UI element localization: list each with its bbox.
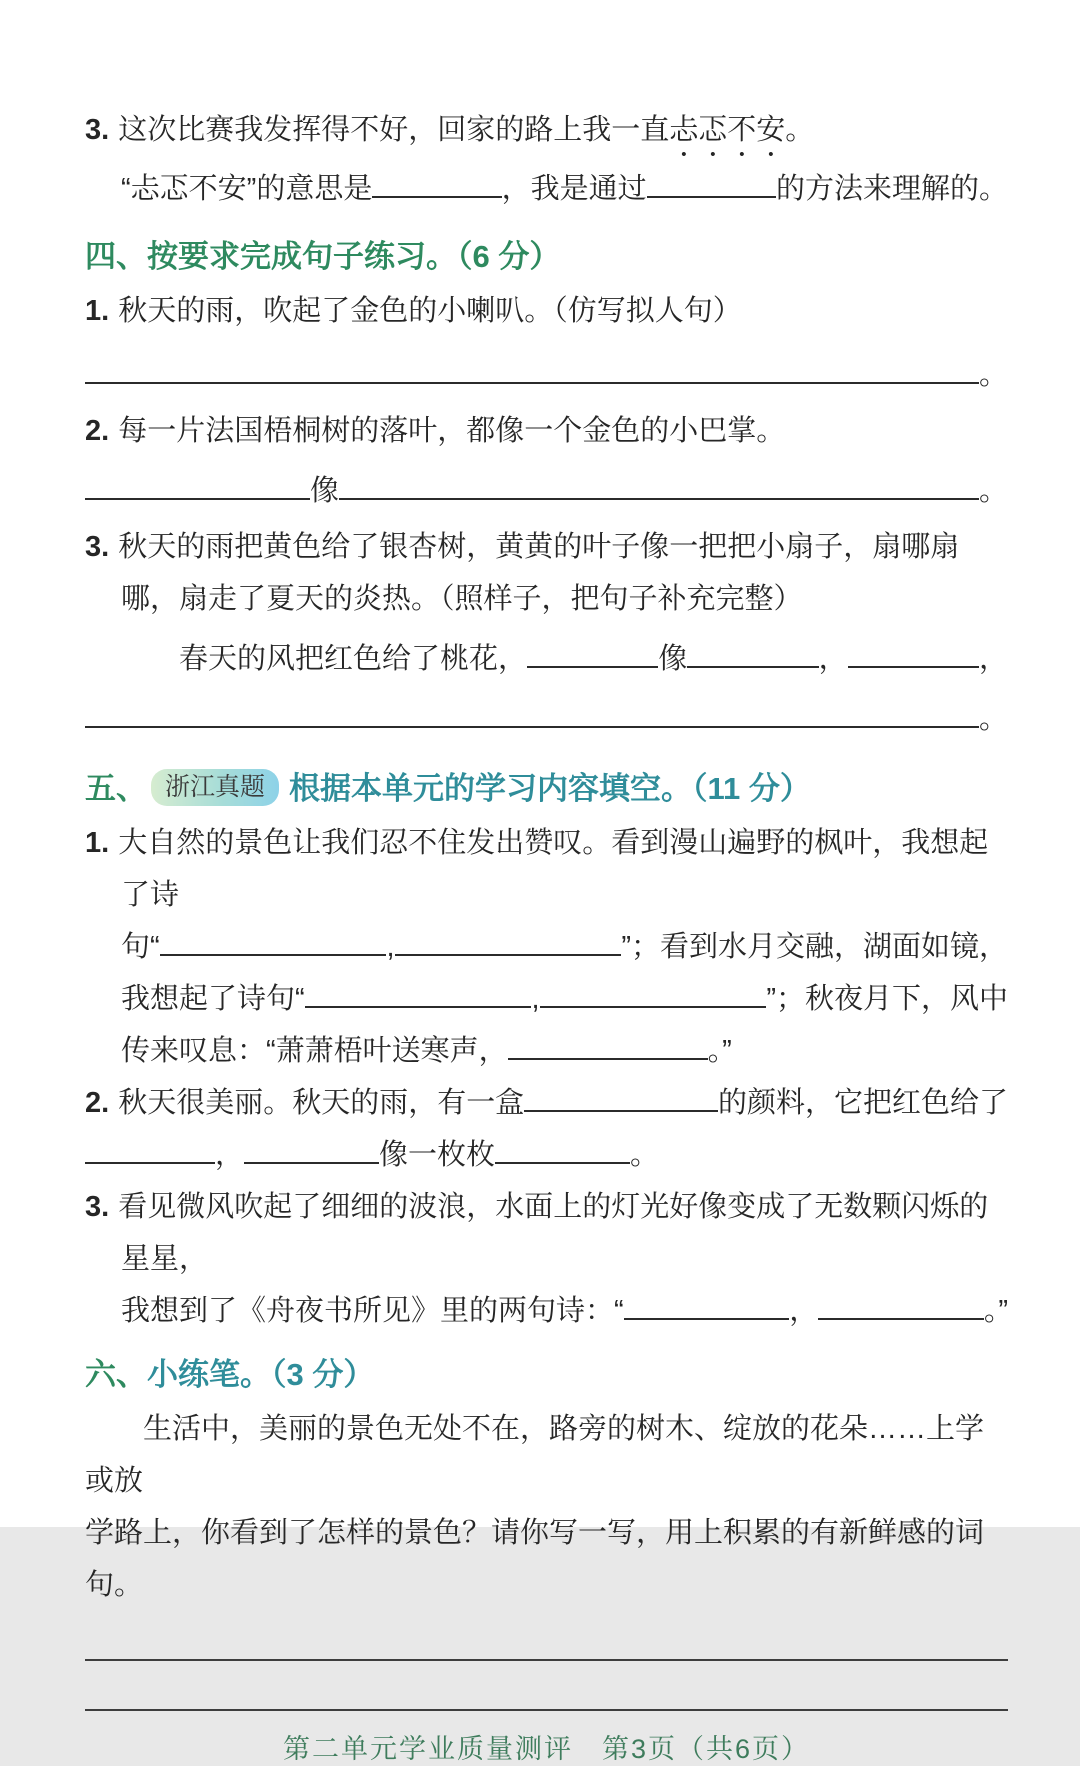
- item-number: 3.: [85, 531, 110, 563]
- fill-blank: [244, 1132, 379, 1164]
- s5-item1-line4: [121, 1025, 1008, 1077]
- fill-blank: [848, 636, 979, 668]
- fill-blank: [495, 1132, 630, 1164]
- fill-blank: [305, 976, 532, 1008]
- s4-item1: [85, 285, 1008, 337]
- section-4-heading: 四、按要求完成句子练习。（6 分）: [85, 239, 561, 274]
- fill-text: 。”: [707, 1035, 732, 1067]
- fill-text: 我想到了《舟夜书所见》里的两句诗：“: [121, 1295, 624, 1327]
- fill-text: “忐忑不安”的意思是: [121, 173, 373, 205]
- s6-paragraph-line1: 生活中，美丽的景色无处不在，路旁的树木、绽放的花朵……上学或放: [85, 1413, 985, 1497]
- fill-text: ，我是通过: [501, 173, 647, 205]
- answer-end-punct: 。: [630, 1139, 660, 1171]
- s4-item3-answer-line: [85, 693, 1008, 745]
- comma: ，: [789, 1295, 819, 1327]
- comma: ,: [531, 983, 540, 1015]
- question-3-line1: [85, 104, 1008, 163]
- fill-blank: [524, 1080, 718, 1112]
- fill-text: ”；看到水月交融，湖面如镜，: [621, 931, 1008, 963]
- writing-line: [85, 1659, 1008, 1661]
- fill-blank: [818, 1288, 984, 1320]
- comma: ，: [978, 643, 1008, 675]
- comma: ,: [386, 931, 395, 963]
- section-number: 六、: [85, 1357, 147, 1392]
- answer-blank: [85, 352, 979, 384]
- answer-blank: [85, 696, 979, 728]
- item-number: 3.: [85, 1191, 110, 1223]
- comma: ，: [215, 1139, 245, 1171]
- item-text: 大自然的景色让我们忍不住发出赞叹。看到漫山遍野的枫叶，我想起了诗: [118, 827, 989, 911]
- item-text: 每一片法国梧桐树的落叶，都像一个金色的小巴掌。: [118, 415, 786, 447]
- fill-blank: [85, 1132, 215, 1164]
- item-number: 1.: [85, 295, 110, 327]
- s4-item2: [85, 405, 1008, 457]
- fill-blank: [395, 924, 622, 956]
- section-title: 根据本单元的学习内容填空。（11 分）: [289, 771, 811, 806]
- item-text: 秋天的雨，吹起了金色的小喇叭。（仿写拟人句）: [118, 295, 742, 327]
- s5-item1-line2: [121, 921, 1008, 973]
- question-text-end: 。: [785, 114, 815, 146]
- s4-item3: [85, 521, 1008, 625]
- s4-item1-answer-line: [85, 349, 1008, 401]
- fill-text: 。”: [983, 1295, 1009, 1327]
- s6-paragraph-line2: 学路上，你看到了怎样的景色？请你写一写，用上积累的有新鲜感的词句。: [85, 1517, 985, 1601]
- writing-line: [85, 1709, 1008, 1711]
- fill-text: 春天的风把红色给了桃花，: [179, 643, 528, 675]
- item-text: 看见微风吹起了细细的波浪，水面上的灯光好像变成了无数颗闪烁的星星，: [118, 1191, 989, 1275]
- fill-blank: [647, 166, 776, 198]
- fill-text: 我想起了诗句“: [121, 983, 305, 1015]
- s5-item2-line2: [85, 1129, 1008, 1181]
- answer-end-punct: 。: [978, 359, 1008, 391]
- question-text: 这次比赛我发挥得不好，回家的路上我一直: [118, 114, 670, 146]
- answer-end-punct: 。: [978, 475, 1008, 507]
- question-number: 3.: [85, 114, 110, 146]
- comma: ，: [818, 643, 848, 675]
- section-5-heading: [85, 761, 1008, 817]
- fill-text: 像一枚枚: [379, 1139, 496, 1171]
- fill-blank: [160, 924, 387, 956]
- item-number: 2.: [85, 1087, 110, 1119]
- fill-text: ”；秋夜月下，风中: [766, 983, 1008, 1015]
- fill-text: 秋天很美丽。秋天的雨，有一盒: [118, 1087, 525, 1119]
- fill-blank: [540, 976, 767, 1008]
- fill-blank: [687, 636, 818, 668]
- fill-text: 句“: [121, 931, 160, 963]
- s5-item1-line3: [121, 973, 1008, 1025]
- like-word: 像: [310, 475, 340, 507]
- fill-text: 的颜料，它把红色给了: [717, 1087, 1008, 1119]
- emphasized-word: 忐忑不安: [669, 114, 786, 146]
- item-number: 1.: [85, 827, 110, 859]
- fill-text: 传来叹息：“萧萧梧叶送寒声，: [121, 1035, 508, 1067]
- s4-item2-answer-line: [85, 465, 1008, 517]
- item-number: 2.: [85, 415, 110, 447]
- item-text: 秋天的雨把黄色给了银杏树，黄黄的叶子像一把把小扇子，扇哪扇哪，扇走了夏天的炎热。（照样子，把句子补充完整）: [118, 531, 960, 615]
- answer-blank: [339, 468, 979, 500]
- s5-item1-line1: [85, 817, 1008, 921]
- like-word: 像: [658, 643, 688, 675]
- fill-blank: [624, 1288, 790, 1320]
- fill-blank: [508, 1028, 708, 1060]
- section-number: 五、: [85, 771, 147, 806]
- question-3-line2: [121, 163, 1008, 215]
- answer-blank: [85, 468, 310, 500]
- section-6-heading: [85, 1347, 1008, 1403]
- section-title: 小练笔。（3 分）: [147, 1357, 375, 1392]
- fill-text: 的方法来理解的。: [776, 173, 1009, 205]
- fill-blank: [527, 636, 658, 668]
- s4-item3-fill-line: [179, 633, 1008, 685]
- exam-source-badge: 浙江真题: [151, 769, 279, 806]
- s5-item3-line2: [121, 1285, 1008, 1337]
- s5-item2-line1: [85, 1077, 1008, 1129]
- answer-end-punct: 。: [978, 703, 1008, 735]
- page-footer: 第二单元学业质量测评 第3页（共6页）: [282, 1734, 811, 1764]
- fill-blank: [372, 166, 501, 198]
- s5-item3-line1: [85, 1181, 1008, 1285]
